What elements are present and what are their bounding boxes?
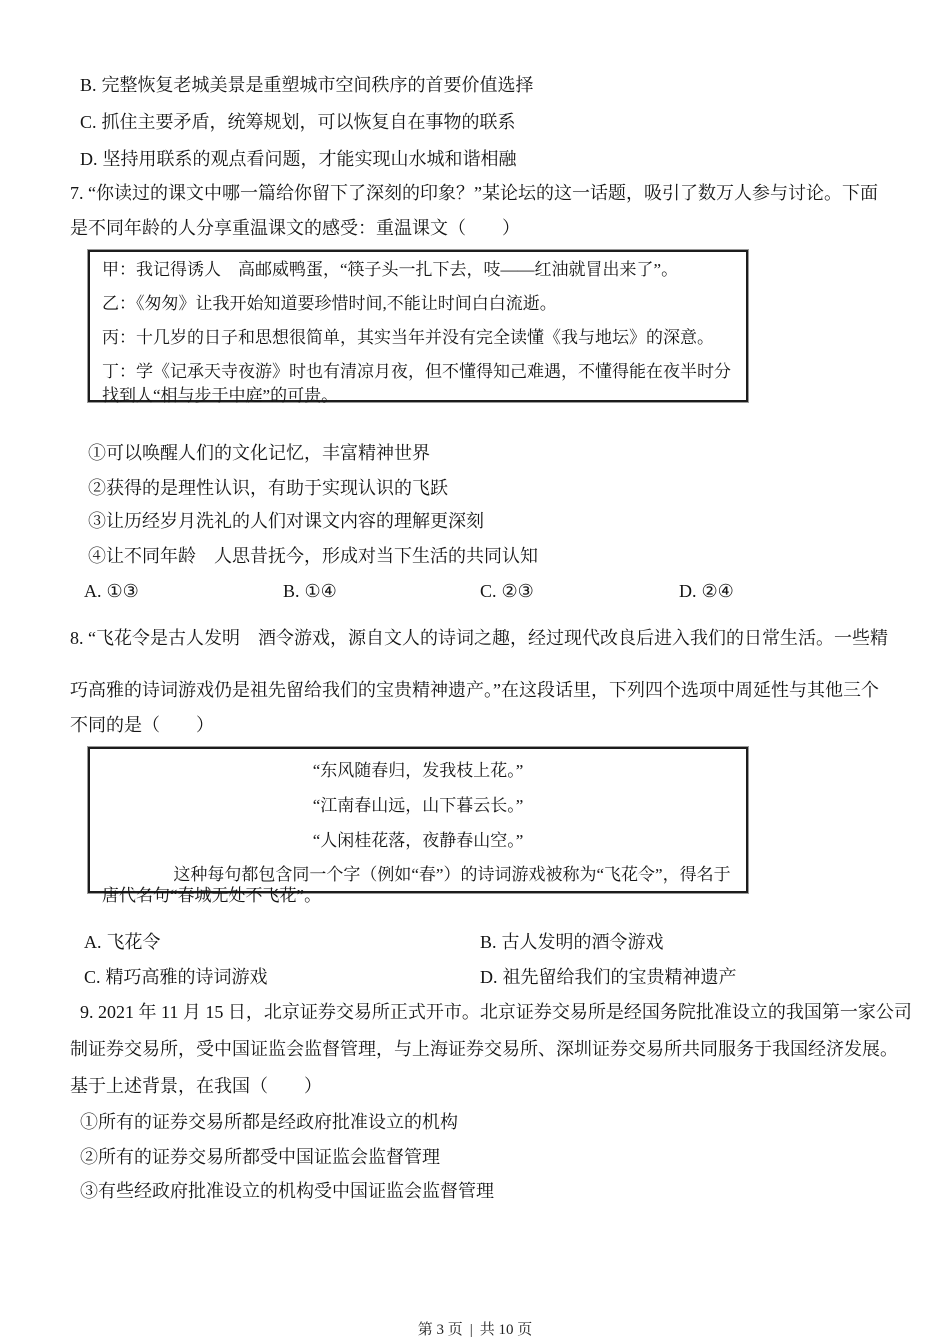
q8-option-a [84, 930, 161, 954]
q7-option-b [283, 579, 337, 603]
q6-option-b [80, 73, 534, 97]
q7-box-line-yi: 乙：《匆匆》让我开始知道要珍惜时间,不能让时间白白流逝。 [102, 294, 557, 313]
q8-stem-line-3: 不同的是（ ） [70, 715, 214, 735]
q8-option-d-label: D. [480, 967, 498, 987]
q8-box-note: 这种每句都包含同一个字（例如“春”）的诗词游戏被称为“飞花令”，得名于唐代名句“春城无处不飞花”。 [102, 865, 731, 905]
q7-option-d-label: D. [679, 581, 697, 601]
footer-total-pages: 共 10 页 [479, 1322, 533, 1338]
q8-stem-line-2: 巧高雅的诗词游戏仍是祖先留给我们的宝贵精神遗产。”在这段话里，下列四个选项中周延性与其他三个 [70, 680, 879, 700]
q6-option-d-label: D. [80, 149, 98, 169]
q7-stem-line-2: 是不同年龄的人分享重温课文的感受：重温课文（ ） [70, 218, 520, 238]
q9-stem-line-2: 制证券交易所，受中国证监会监督管理，与上海证券交易所、深圳证券交易所共同服务于我国经济发展。 [70, 1039, 898, 1059]
q8-option-d [480, 965, 737, 989]
q7-quote-box [88, 250, 748, 405]
q7-statement-4: ④让不同年龄 人思昔抚今，形成对当下生活的共同认知 [88, 546, 538, 566]
q6-option-b-label: B. [80, 75, 97, 95]
q7-option-a-value: ①③ [106, 581, 139, 601]
q8-poem-3: “人闲桂花落，夜静春山空。” [312, 831, 524, 850]
q8-option-b [480, 930, 664, 954]
q7-statement-2: ②获得的是理性认识，有助于实现认识的飞跃 [88, 478, 448, 498]
q7-box-line-jia: 甲：我记得诱人 高邮威鸭蛋，“筷子头一扎下去，吱——红油就冒出来了”。 [102, 260, 679, 279]
q7-statement-3: ③让历经岁月洗礼的人们对课文内容的理解更深刻 [88, 511, 484, 531]
q7-option-a [84, 579, 139, 603]
q9-statement-2: ②所有的证券交易所都受中国证监会监督管理 [80, 1147, 440, 1167]
q7-option-c-value: ②③ [501, 581, 534, 601]
q8-option-d-text: 祖先留给我们的宝贵精神遗产 [502, 967, 737, 987]
q7-option-a-label: A. [84, 581, 102, 601]
q8-option-c-label: C. [84, 967, 101, 987]
q7-option-b-value: ①④ [304, 581, 337, 601]
q7-statement-1: ①可以唤醒人们的文化记忆，丰富精神世界 [88, 443, 430, 463]
q8-option-c-text: 精巧高雅的诗词游戏 [105, 967, 268, 987]
q9-stem-line-1: 9. 2021 年 11 月 15 日，北京证券交易所正式开市。北京证券交易所是经国务院批准设立的我国第一家公司 [80, 1002, 912, 1022]
q6-option-c [80, 110, 516, 134]
q6-option-b-text: 完整恢复老城美景是重塑城市空间秩序的首要价值选择 [101, 75, 534, 95]
q6-option-d-text: 坚持用联系的观点看问题，才能实现山水城和谐相融 [102, 149, 517, 169]
q8-option-a-text: 飞花令 [106, 932, 161, 952]
q8-option-b-label: B. [480, 932, 497, 952]
q9-statement-1: ①所有的证券交易所都是经政府批准设立的机构 [80, 1112, 458, 1132]
footer-page-number: 第 3 页 [417, 1322, 463, 1338]
q8-option-c [84, 965, 268, 989]
q8-option-b-text: 古人发明的酒令游戏 [501, 932, 664, 952]
q7-option-c-label: C. [480, 581, 497, 601]
q6-option-c-label: C. [80, 112, 97, 132]
q7-option-b-label: B. [283, 581, 300, 601]
q7-box-line-ding: 丁：学《记承天寺夜游》时也有清凉月夜，但不懂得知己难遇，不懂得能在夜半时分找到人“相与步于中庭”的可贵。 [102, 362, 731, 405]
q8-poem-1: “东风随春归，发我枝上花。” [312, 761, 524, 780]
q7-option-c [480, 579, 534, 603]
q8-option-a-label: A. [84, 932, 102, 952]
q7-option-d-value: ②④ [701, 581, 734, 601]
q7-box-line-bing: 丙：十几岁的日子和思想很简单，其实当年并没有完全读懂《我与地坛》的深意。 [102, 328, 714, 347]
page-footer [0, 1318, 950, 1339]
q9-stem-line-3: 基于上述背景，在我国（ ） [70, 1076, 322, 1096]
footer-separator: | [469, 1322, 473, 1338]
q9-statement-3: ③有些经政府批准设立的机构受中国证监会监督管理 [80, 1181, 494, 1201]
q7-option-d [679, 579, 734, 603]
q8-stem-line-1: 8. “飞花令是古人发明 酒令游戏，源自文人的诗词之趣，经过现代改良后进入我们的日常生活。一些精 [70, 628, 888, 648]
q8-poem-2: “江南春山远，山下暮云长。” [312, 796, 524, 815]
q8-poem-box [88, 747, 748, 905]
q7-stem-line-1: 7. “你读过的课文中哪一篇给你留下了深刻的印象？”某论坛的这一话题，吸引了数万人参与讨论。下面 [70, 183, 878, 203]
q6-option-c-text: 抓住主要矛盾，统筹规划，可以恢复自在事物的联系 [101, 112, 516, 132]
q6-option-d [80, 147, 517, 171]
